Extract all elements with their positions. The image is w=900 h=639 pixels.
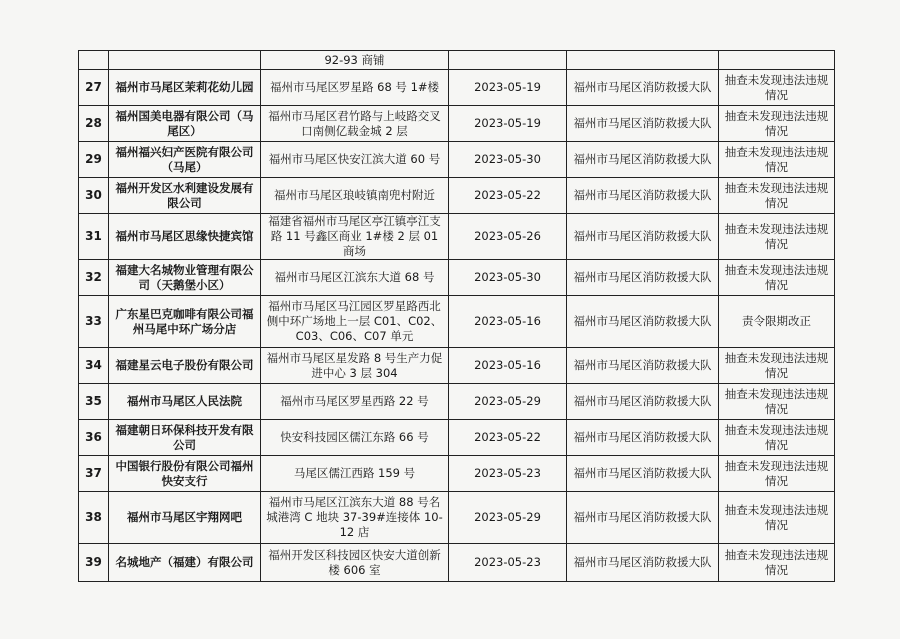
table-row [79, 106, 835, 142]
address-cell: 福州开发区科技园区快安大道创新楼 606 室 [261, 544, 449, 582]
result-cell: 抽查未发现违法违规情况 [719, 544, 835, 582]
number-cell [79, 51, 109, 70]
result-cell: 抽查未发现违法违规情况 [719, 142, 835, 178]
address-cell: 福州市马尾区君竹路与上岐路交叉口南侧亿载金城 2 层 [261, 106, 449, 142]
table-row-continuation [79, 51, 835, 70]
number-cell: 27 [79, 70, 109, 106]
address-cell: 福州市马尾区江滨东大道 88 号名城港湾 C 地块 37-39#连接体 10-12 店 [261, 492, 449, 544]
number-cell: 39 [79, 544, 109, 582]
inspector-cell: 福州市马尾区消防救援大队 [567, 178, 719, 214]
unit-cell: 福州国美电器有限公司（马尾区） [109, 106, 261, 142]
number-cell: 31 [79, 214, 109, 260]
date-cell: 2023-05-22 [449, 178, 567, 214]
table-row [79, 178, 835, 214]
table-row [79, 142, 835, 178]
unit-cell: 福州开发区水利建设发展有限公司 [109, 178, 261, 214]
number-cell: 30 [79, 178, 109, 214]
number-cell: 34 [79, 348, 109, 384]
inspection-records-table [78, 50, 835, 582]
date-cell: 2023-05-30 [449, 142, 567, 178]
result-cell: 抽查未发现违法违规情况 [719, 348, 835, 384]
unit-cell: 福建朝日环保科技开发有限公司 [109, 420, 261, 456]
date-cell: 2023-05-19 [449, 70, 567, 106]
table-row [79, 420, 835, 456]
table-row [79, 260, 835, 296]
result-cell: 抽查未发现违法违规情况 [719, 420, 835, 456]
date-cell [449, 51, 567, 70]
date-cell: 2023-05-30 [449, 260, 567, 296]
inspector-cell: 福州市马尾区消防救援大队 [567, 348, 719, 384]
inspector-cell: 福州市马尾区消防救援大队 [567, 384, 719, 420]
date-cell: 2023-05-22 [449, 420, 567, 456]
number-cell: 28 [79, 106, 109, 142]
address-cell: 福州市马尾区星发路 8 号生产力促进中心 3 层 304 [261, 348, 449, 384]
address-cell: 福州市马尾区快安江滨大道 60 号 [261, 142, 449, 178]
inspector-cell: 福州市马尾区消防救援大队 [567, 296, 719, 348]
inspector-cell: 福州市马尾区消防救援大队 [567, 420, 719, 456]
number-cell: 36 [79, 420, 109, 456]
address-cell: 福州市马尾区江滨东大道 68 号 [261, 260, 449, 296]
number-cell: 38 [79, 492, 109, 544]
table-row [79, 492, 835, 544]
unit-cell: 福州福兴妇产医院有限公司（马尾） [109, 142, 261, 178]
number-cell: 32 [79, 260, 109, 296]
table-row [79, 296, 835, 348]
unit-cell: 福州市马尾区宇翔网吧 [109, 492, 261, 544]
unit-cell: 福州市马尾区茉莉花幼儿园 [109, 70, 261, 106]
date-cell: 2023-05-23 [449, 544, 567, 582]
address-cell: 92-93 商铺 [261, 51, 449, 70]
inspector-cell: 福州市马尾区消防救援大队 [567, 106, 719, 142]
unit-cell: 福建星云电子股份有限公司 [109, 348, 261, 384]
inspector-cell [567, 51, 719, 70]
number-cell: 29 [79, 142, 109, 178]
date-cell: 2023-05-29 [449, 384, 567, 420]
unit-cell: 中国银行股份有限公司福州快安支行 [109, 456, 261, 492]
table-row [79, 70, 835, 106]
address-cell: 快安科技园区儒江东路 66 号 [261, 420, 449, 456]
date-cell: 2023-05-29 [449, 492, 567, 544]
unit-cell [109, 51, 261, 70]
unit-cell: 福建大名城物业管理有限公司（天鹅堡小区） [109, 260, 261, 296]
unit-cell: 福州市马尾区思缘快捷宾馆 [109, 214, 261, 260]
result-cell [719, 51, 835, 70]
result-cell: 抽查未发现违法违规情况 [719, 260, 835, 296]
date-cell: 2023-05-16 [449, 296, 567, 348]
inspector-cell: 福州市马尾区消防救援大队 [567, 492, 719, 544]
result-cell: 抽查未发现违法违规情况 [719, 178, 835, 214]
inspector-cell: 福州市马尾区消防救援大队 [567, 456, 719, 492]
table-row [79, 456, 835, 492]
address-cell: 福州市马尾区罗星路 68 号 1#楼 [261, 70, 449, 106]
result-cell: 抽查未发现违法违规情况 [719, 70, 835, 106]
address-cell: 福州市马尾区罗星西路 22 号 [261, 384, 449, 420]
result-cell: 抽查未发现违法违规情况 [719, 384, 835, 420]
inspector-cell: 福州市马尾区消防救援大队 [567, 214, 719, 260]
inspector-cell: 福州市马尾区消防救援大队 [567, 142, 719, 178]
date-cell: 2023-05-19 [449, 106, 567, 142]
unit-cell: 广东星巴克咖啡有限公司福州马尾中环广场分店 [109, 296, 261, 348]
result-cell: 抽查未发现违法违规情况 [719, 106, 835, 142]
number-cell: 35 [79, 384, 109, 420]
inspector-cell: 福州市马尾区消防救援大队 [567, 544, 719, 582]
address-cell: 马尾区儒江西路 159 号 [261, 456, 449, 492]
date-cell: 2023-05-16 [449, 348, 567, 384]
date-cell: 2023-05-23 [449, 456, 567, 492]
unit-cell: 福州市马尾区人民法院 [109, 384, 261, 420]
number-cell: 37 [79, 456, 109, 492]
result-cell: 抽查未发现违法违规情况 [719, 456, 835, 492]
inspector-cell: 福州市马尾区消防救援大队 [567, 260, 719, 296]
inspector-cell: 福州市马尾区消防救援大队 [567, 70, 719, 106]
result-cell: 抽查未发现违法违规情况 [719, 492, 835, 544]
table-row [79, 544, 835, 582]
table-row [79, 214, 835, 260]
result-cell: 责令限期改正 [719, 296, 835, 348]
address-cell: 福州市马尾区马江园区罗星路西北侧中环广场地上一层 C01、C02、C03、C06、C07 单元 [261, 296, 449, 348]
date-cell: 2023-05-26 [449, 214, 567, 260]
unit-cell: 名城地产（福建）有限公司 [109, 544, 261, 582]
number-cell: 33 [79, 296, 109, 348]
table-row [79, 384, 835, 420]
address-cell: 福建省福州市马尾区亭江镇亭江支路 11 号鑫区商业 1#楼 2 层 01 商场 [261, 214, 449, 260]
table-row [79, 348, 835, 384]
result-cell: 抽查未发现违法违规情况 [719, 214, 835, 260]
address-cell: 福州市马尾区琅岐镇南兜村附近 [261, 178, 449, 214]
